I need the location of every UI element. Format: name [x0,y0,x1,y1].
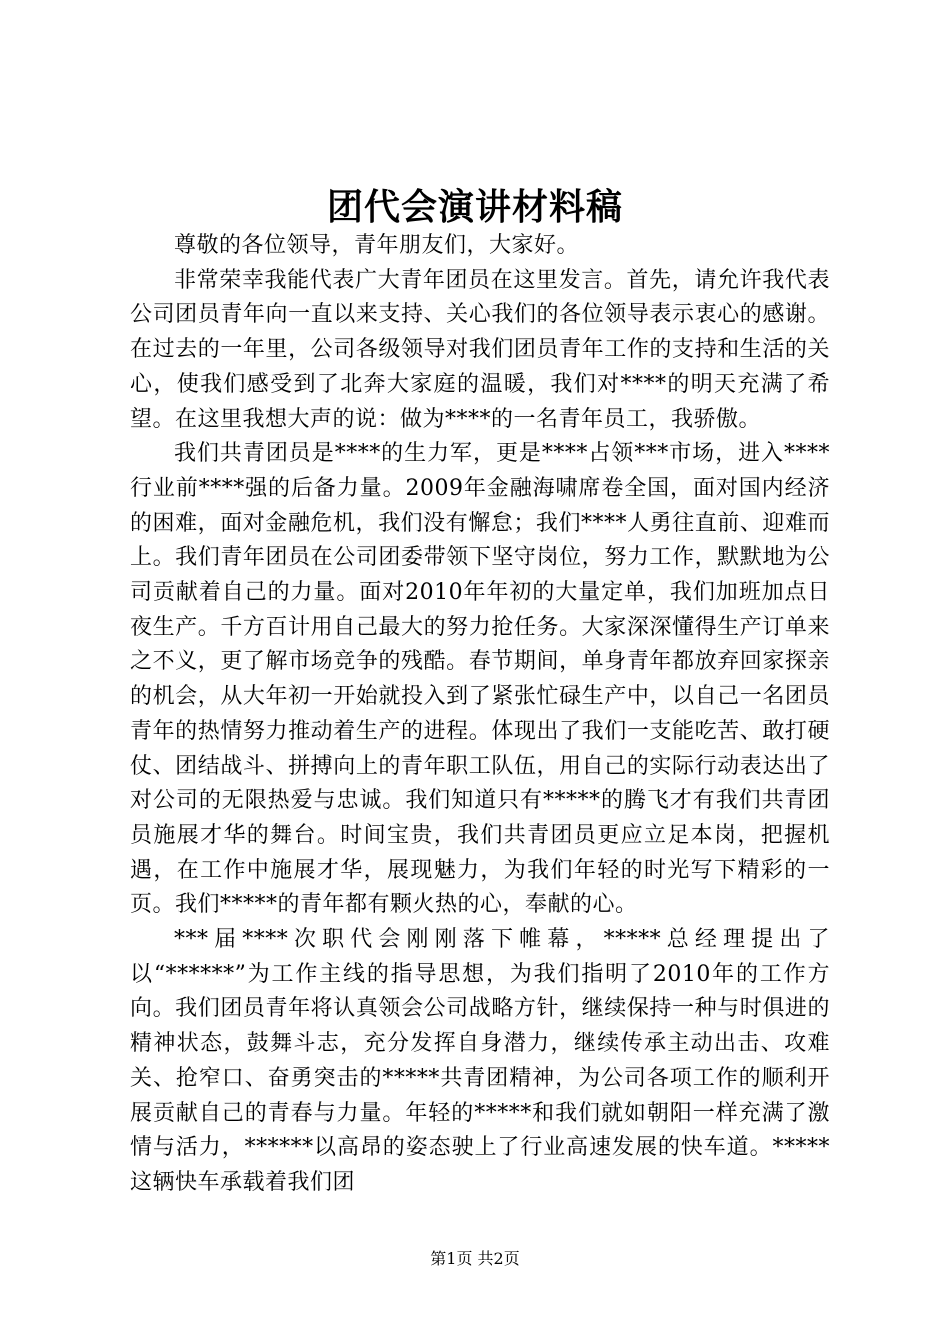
paragraph-youth-contribution: 我们共青团员是****的生力军，更是****占领***市场，进入****行业前****强的后备力量。2009年金融海啸席卷全国，面对国内经济的困难，面对金融危机，我们没有懈怠；我们****人勇往直前、迎难而上。我们青年团员在公司团委带领下坚守岗位，努力工作，默默地为公司贡献着自己的力量。面对2010年年初的大量定单，我们加班加点日夜生产。千方百计用自己最大的努力抢任务。大家深深懂得生产订单来之不义，更了解市场竞争的残酷。春节期间，单身青年都放弃回家探亲的机会，从大年初一开始就投入到了紧张忙碌生产中，以自己一名团员青年的热情努力推动着生产的进程。体现出了我们一支能吃苦、敢打硬仗、团结战斗、拼搏向上的青年职工队伍，用自己的实际行动表达出了对公司的无限热爱与忠诚。我们知道只有*****的腾飞才有我们共青团员施展才华的舞台。时间宝贵，我们共青团员更应立足本岗，把握机遇，在工作中施展才华，展现魅力，为我们年轻的时光写下精彩的一页。我们*****的青年都有颗火热的心，奉献的心。 [130,441,830,918]
paragraph-work-direction: ***届****次职代会刚刚落下帷幕，*****总经理提出了以“******”为工作主线的指导思想，为我们指明了2010年的工作方向。我们团员青年将认真领会公司战略方针，继续保持一种与时俱进的精神状态，鼓舞斗志，充分发挥自身潜力，继续传承主动出击、攻难关、抢窄口、奋勇突击的*****共青团精神，为公司各项工作的顺利开展贡献自己的青春与力量。年轻的*****和我们就如朝阳一样充满了激情与活力，******以高昂的姿态驶上了行业高速发展的快车道。*****这辆快车承载着我们团 [130,927,830,1195]
document-title: 团代会演讲材料稿 [326,186,623,228]
paragraph-introduction: 非常荣幸我能代表广大青年团员在这里发言。首先，请允许我代表公司团员青年向一直以来支持、关心我们的各位领导表示衷心的感谢。在过去的一年里，公司各级领导对我们团员青年工作的支持和生活的关心，使我们感受到了北奔大家庭的温暖，我们对****的明天充满了希望。在这里我想大声的说：做为****的一名青年员工，我骄傲。 [130,267,830,432]
paragraph-greeting: 尊敬的各位领导，青年朋友们，大家好。 [174,233,580,258]
document-body [130,229,830,1201]
page-number-footer: 第1页 共2页 [430,1249,520,1268]
